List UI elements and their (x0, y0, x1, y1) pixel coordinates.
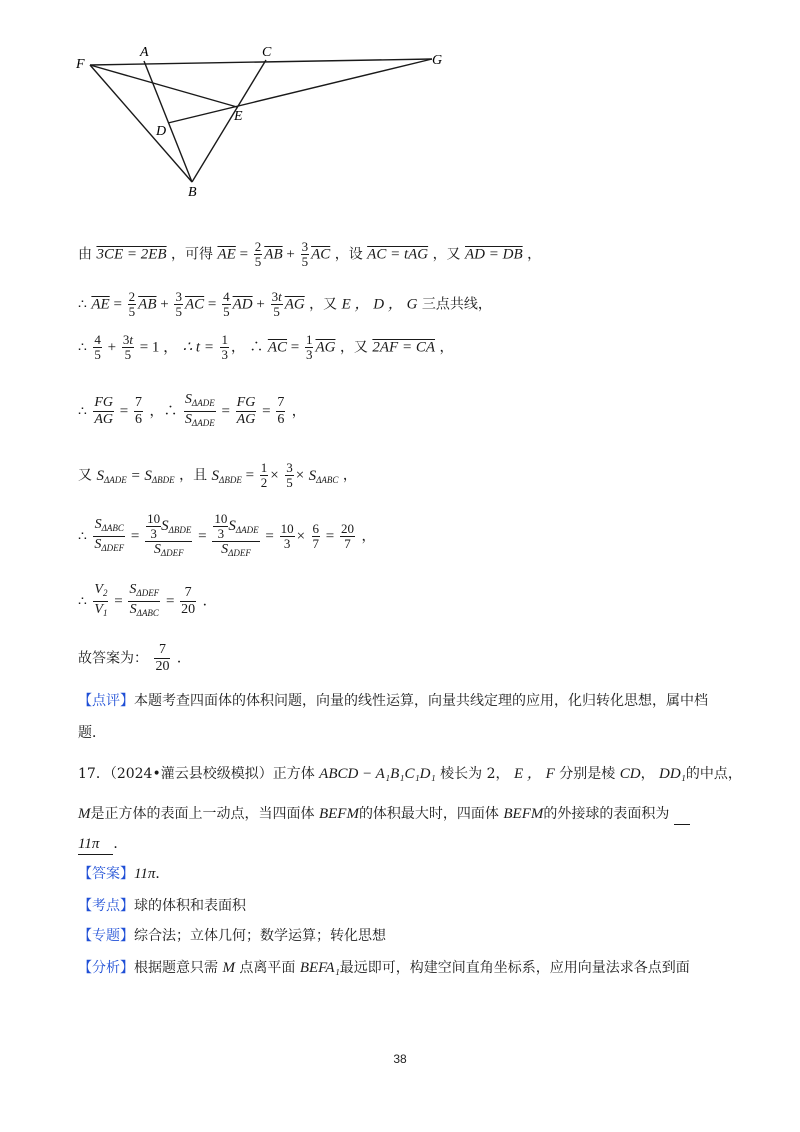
solution-line-7: ∴ $\frac{V_2}{V_1}$ = $\frac{S_{\Delta DEF}}{S_{\Delta ABC}}$ = $\frac{7}{20}$ ． (78, 582, 217, 618)
answer-end: ． (176, 650, 191, 667)
text-also: ，又 (309, 296, 338, 313)
q-text-7: 的外接球的表面积为 (543, 806, 670, 822)
vec-ab: $\overline{AB}$ (264, 246, 283, 263)
vec-ac: $\overline{AC}$ (311, 246, 331, 263)
solution-line-3: ∴ $\frac{4}{5}$ + $\frac{3t}{5}$ = 1 ， ∴ t = $\frac{1}{3}$ ， ∴ $\overline{AC}$ = $\frac{1}{3}$ $\overline{AG}$ ，又 2AF = CA ， (78, 332, 454, 362)
fenxi-text-3: 最远即可，构建空间直角坐标系，应用向量法求各点到面 (339, 960, 690, 976)
point-m: M (78, 806, 91, 822)
fenxi-tag: 【分析】 (78, 960, 134, 976)
vec-ae: $\overline{AE}$ (217, 246, 236, 263)
question-number: 17． (78, 766, 110, 782)
segment-cb (192, 60, 266, 182)
text-therefore-3: ，∴ (149, 403, 178, 420)
zhuanti-row (78, 926, 386, 946)
kaodian-row (78, 896, 246, 916)
q-comma: ， (640, 766, 655, 782)
eq-t: ∴ t = (182, 339, 214, 356)
text-and-2: ，且 (179, 467, 208, 484)
q-text-6: 的体积最大时，四面体 (358, 806, 499, 822)
eq-ad-db: AD = DB (465, 246, 523, 263)
fenxi-point-m: M (222, 960, 235, 976)
eq-af-ca: 2AF = CA (372, 339, 436, 356)
text-therefore-2: ∴ (249, 339, 264, 356)
text-and: ，又 (432, 246, 461, 263)
text-from: 由 (78, 246, 92, 263)
answer-row (78, 864, 169, 884)
solution-line-5: 又 $S_{\Delta ADE} = S_{\Delta BDE}$ ，且 $S_{\Delta BDE}$ = $\frac{1}{2}$ × $\frac{3}{5}$ × $S_{\Delta ABC}$ ， (78, 460, 357, 490)
solution-line-4: ∴ $\frac{FG}{AG}$ = $\frac{7}{6}$ ，∴ $\frac{S_{\Delta ADE}}{S_{\Delta ADE}}$ = $\frac{FG}{AG}$ = $\frac{7}{6}$ ， (78, 392, 306, 428)
geometry-figure (70, 40, 470, 200)
text-also-2: ，又 (339, 339, 368, 356)
label-f: F (76, 57, 85, 72)
answer-tag: 【答案】 (78, 866, 134, 882)
remark-line-1 (78, 691, 708, 711)
fenxi-row (78, 958, 690, 978)
segment-dg (168, 59, 432, 123)
label-b: B (188, 185, 197, 200)
answer-line: 故答案为： $\frac{7}{20}$ ． (78, 642, 191, 674)
solution-line-1: 由 3CE = 2EB ，可得 $\overline{AE}$ = $\frac{2}{5}$ $\overline{AB}$ + $\frac{3}{5}$ $\overline{AC}$ ，设 AC = tAG ，又 AD = DB ， (78, 239, 542, 269)
text-get: ，可得 (171, 246, 214, 263)
kaodian-text: 球的体积和表面积 (134, 898, 246, 914)
cube-name: ABCD − A₁B₁C₁D₁ (319, 766, 436, 782)
remark-text-2: 题． (78, 725, 106, 741)
zhuanti-tag: 【专题】 (78, 928, 134, 944)
eq-ac-tag: AC = tAG (367, 246, 429, 263)
text-collinear: 三点共线， (421, 296, 492, 313)
fenxi-text-1: 根据题意只需 (134, 960, 218, 976)
label-a: A (140, 45, 149, 60)
label-g: G (432, 53, 443, 68)
blank-line (674, 804, 690, 825)
solution-line-6: ∴ $\frac{S_{\Delta ABC}}{S_{\Delta DEF}}$ = $\frac{10}{3}$ $S_{\Delta BDE}$ $S_{\Delta DEF}$ = $\frac{10}{3}$ $S_{\Delta ADE}$ $S_{\Delta DEF}$ = $\frac{10}{3}$ × $\frac{6}{7}$ = $\frac{20}{7}$ ， (78, 511, 376, 558)
q-text-3: 分别是棱 (559, 766, 616, 782)
plane-befa1: BEFA₁ (299, 960, 340, 976)
question-source: （2024•灌云县校级模拟） (109, 766, 273, 782)
question-17-line-3 (78, 834, 127, 855)
edge-cd: CD (619, 766, 641, 782)
kaodian-tag: 【考点】 (78, 898, 134, 914)
blank-answer: 11π (78, 834, 99, 855)
text-end-3: ， (439, 339, 454, 356)
text-set: ，设 (334, 246, 363, 263)
fenxi-text-2: 点离平面 (239, 960, 296, 976)
text-end-4: ， (291, 403, 306, 420)
points-ef: E ， F (513, 766, 555, 782)
label-d: D (156, 124, 167, 139)
q-text-1: 正方体 (272, 766, 315, 782)
text-therefore: ∴ (78, 296, 87, 313)
answer-value: 11π (134, 866, 156, 882)
answer-row-end: ． (155, 866, 170, 882)
text-end-6: ， (361, 528, 376, 545)
blank-end: ． (113, 836, 128, 852)
text-also-3: 又 (78, 467, 92, 484)
remark-tag: 【点评】 (78, 693, 134, 709)
text-end-7: ． (202, 593, 217, 610)
segment-ab (144, 61, 192, 182)
q-text-4: 的中点， (685, 766, 742, 782)
question-17-line-2 (78, 804, 690, 825)
points-edg: E ， D ， G (341, 296, 418, 313)
segment-fb (90, 65, 192, 182)
segment-fe (90, 65, 237, 107)
page-number: 38 (393, 1052, 407, 1066)
label-c: C (262, 45, 272, 60)
tetra-befm: BEFM (318, 806, 359, 822)
q-text-5: 是正方体的表面上一动点，当四面体 (90, 806, 315, 822)
text-end: ， (527, 246, 542, 263)
label-e: E (234, 109, 243, 124)
solution-line-2: ∴ $\overline{AE}$ = $\frac{2}{5}$ $\overline{AB}$ + $\frac{3}{5}$ $\overline{AC}$ = $\frac{4}{5}$ $\overline{AD}$ + $\frac{3t}{5}$ $\overline{AG}$ ，又 E ， D ， G 三点共线， (78, 289, 492, 319)
tetra-befm-2: BEFM (503, 806, 544, 822)
question-17-line-1 (78, 764, 742, 784)
text-end-5: ， (342, 467, 357, 484)
zhuanti-text: 综合法；立体几何；数学运算；转化思想 (134, 928, 386, 944)
remark-line-2 (78, 723, 106, 743)
remark-text: 本题考查四面体的体积问题，向量的线性运算，向量共线定理的应用，化归转化思想，属中档 (134, 693, 708, 709)
edge-dd1: DD₁ (659, 766, 686, 782)
q-text-2: 棱长为 2， (440, 766, 510, 782)
eq-ce-eb: 3CE = 2EB (96, 246, 167, 263)
answer-lead: 故答案为： (78, 650, 148, 667)
